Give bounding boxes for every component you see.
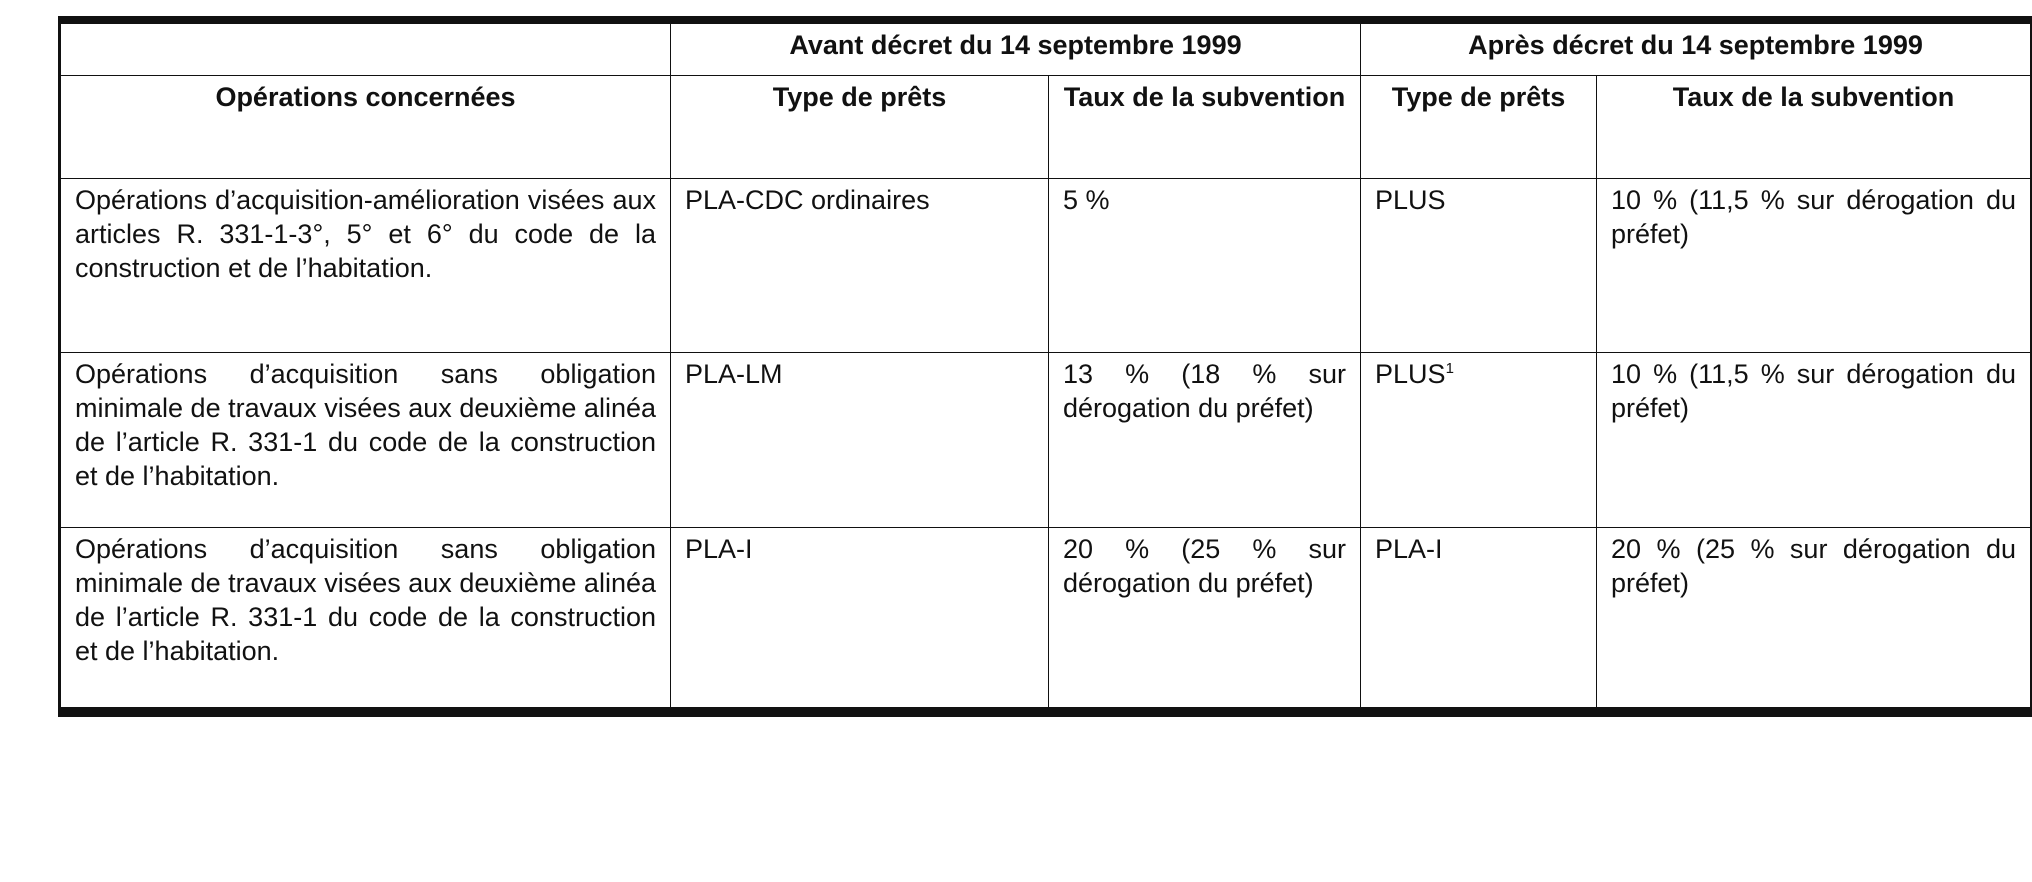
operation-cell: Opérations d’acquisition-amélioration visées aux articles R. 331-1-3°, 5° et 6° du code de la construction et de l’habitation. bbox=[60, 178, 671, 352]
table-row bbox=[60, 352, 2032, 527]
header-after-rate: Taux de la subvention bbox=[1597, 75, 2032, 178]
after-loan-text: PLA-I bbox=[1375, 533, 1443, 564]
after-loan-cell bbox=[1361, 178, 1597, 352]
before-rate-cell: 13 % (18 % sur dérogation du préfet) bbox=[1049, 352, 1361, 527]
table-row bbox=[60, 178, 2032, 352]
after-loan-text: PLUS bbox=[1375, 358, 1446, 389]
operation-cell: Opérations d’acquisition sans obligation minimale de travaux visées aux deuxième alinéa de l’article R. 331-1 du code de la construction et de l’habitation. bbox=[60, 527, 671, 712]
group-header-row bbox=[60, 20, 2032, 75]
header-before-loan-type: Type de prêts bbox=[671, 75, 1049, 178]
group-header-before: Avant décret du 14 septembre 1999 bbox=[671, 20, 1361, 75]
before-rate-cell: 5 % bbox=[1049, 178, 1361, 352]
group-header-after: Après décret du 14 septembre 1999 bbox=[1361, 20, 2032, 75]
column-header-row bbox=[60, 75, 2032, 178]
before-loan-cell: PLA-CDC ordinaires bbox=[671, 178, 1049, 352]
operation-cell: Opérations d’acquisition sans obligation minimale de travaux visées aux deuxième alinéa de l’article R. 331-1 du code de la construction et de l’habitation. bbox=[60, 352, 671, 527]
before-loan-cell: PLA-I bbox=[671, 527, 1049, 712]
empty-header-cell bbox=[60, 20, 671, 75]
header-before-rate: Taux de la subvention bbox=[1049, 75, 1361, 178]
after-rate-cell: 10 % (11,5 % sur dérogation du préfet) bbox=[1597, 352, 2032, 527]
table-row bbox=[60, 527, 2032, 712]
after-rate-cell: 10 % (11,5 % sur dérogation du préfet) bbox=[1597, 178, 2032, 352]
after-loan-text: PLUS bbox=[1375, 184, 1446, 215]
after-loan-cell bbox=[1361, 527, 1597, 712]
header-operations: Opérations concernées bbox=[60, 75, 671, 178]
after-rate-cell: 20 % (25 % sur dérogation du préfet) bbox=[1597, 527, 2032, 712]
header-after-loan-type: Type de prêts bbox=[1361, 75, 1597, 178]
before-loan-cell: PLA-LM bbox=[671, 352, 1049, 527]
footnote-marker: 1 bbox=[1445, 359, 1454, 377]
subsidy-rates-table bbox=[58, 16, 2032, 717]
before-rate-cell: 20 % (25 % sur dérogation du préfet) bbox=[1049, 527, 1361, 712]
after-loan-cell bbox=[1361, 352, 1597, 527]
